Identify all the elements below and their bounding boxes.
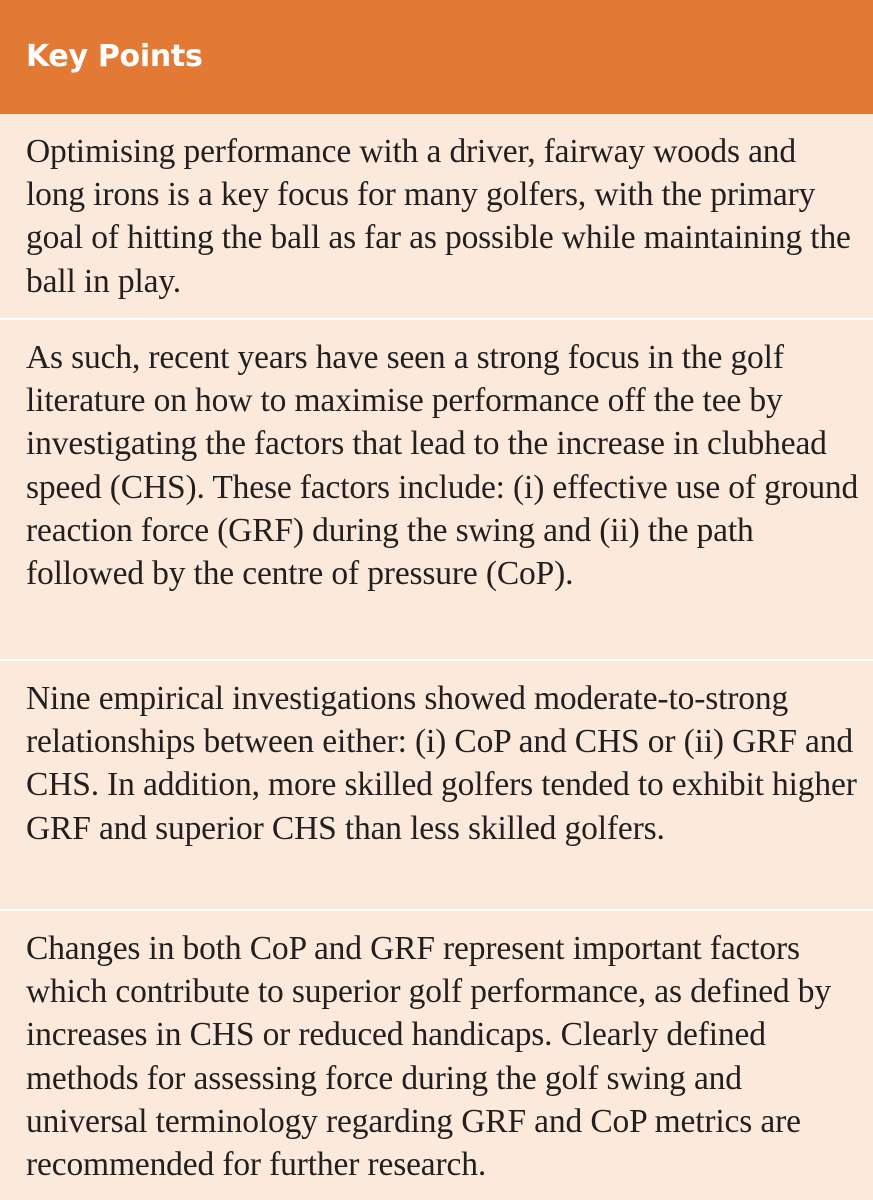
- key-points-list: [0, 114, 873, 1200]
- key-point-1: Optimising performance with a driver, fairway woods and long irons is a key focus for many golfers, with the primary goal of hitting the ball as far as possible while maintaining the ball in play.: [0, 114, 873, 320]
- key-points-header: [0, 0, 873, 114]
- key-point-4: Changes in both CoP and GRF represent important factors which contribute to superior golf performance, as defined by increases in CHS or reduced handicaps. Clearly defined methods for assessing force during the golf swing and universal terminology regarding GRF and CoP metrics are recommended for further research.: [26, 930, 831, 1184]
- key-points-title: Key Points: [26, 38, 203, 74]
- key-point-2: As such, recent years have seen a strong focus in the golf literature on how to maximise performance off the tee by investigating the factors that lead to the increase in clubhead speed (CHS). These factors include: (i) effective use of ground reaction force (GRF) during the swing and (ii) the path followed by the centre of pressure (CoP).: [0, 320, 873, 661]
- key-point-3: Nine empirical investigations showed moderate-to-strong relationships between either: (i) CoP and CHS or (ii) GRF and CHS. In addition, more skilled golfers tended to exhibit higher GRF and superior CHS than less skilled golfers.: [0, 661, 873, 911]
